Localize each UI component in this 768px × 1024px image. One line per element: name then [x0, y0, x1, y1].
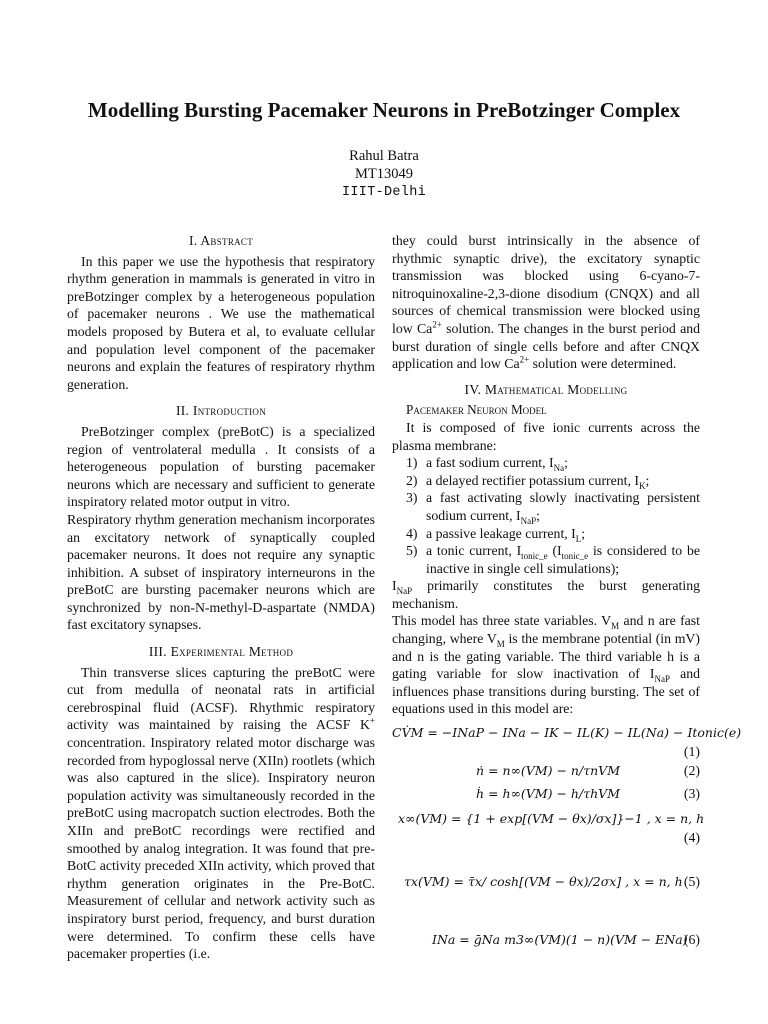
equation-1: CV̇M = −INaP − INa − IK − IL(K) − IL(Na) − Itonic(e) — [392, 725, 742, 741]
equation-2: ṅ = n∞(VM) − n/τnVM (2) — [476, 763, 700, 779]
equation-4-number: (4) — [683, 830, 700, 846]
state-variables-paragraph: This model has three state variables. $V_M$ and n are fast changing, where $V_M$ is the membrane potential (in mV) and n is the gating variable. The third variable h is a gating variable for slow inactivation of $I_{NaP}$ and influences phase transitions during bursting. The set of equations used in this model are: — [392, 613, 700, 717]
equation-3-number: (3) — [683, 786, 700, 802]
list-item: 4) a passive leakage current, $I_L$; — [406, 525, 586, 544]
equation-4-label-row — [392, 829, 700, 848]
equation-5-number: (5) — [683, 874, 700, 890]
nap-paragraph: $I_{NaP}$ primarily constitutes the burst generating mechanism. — [392, 578, 700, 611]
abstract-text: In this paper we use the hypothesis that respiratory rhythm generation in mammals is generated in vitro in preBotzinger complex by a heterogeneous population of pacemaker neurons . We use the mathematical models proposed by Butera et al, to evaluate cellular and population level component of the pacemaker neurons and explain the features of respiratory rhythm generation. — [67, 253, 375, 392]
introduction-heading: II. Introduction — [175, 403, 267, 419]
author-id: MT13049 — [355, 166, 413, 182]
equation-6-number: (6) — [683, 932, 700, 948]
method-heading: III. Experimental Method — [148, 644, 294, 660]
equation-5: τx(VM) = τ̄x/ cosh[(VM − θx)/2σx] , x = n, h (5) — [404, 874, 700, 890]
method-paragraph: Thin transverse slices capturing the preBotC were cut from medulla of neonatal rats in artificial cerebrospinal fluid (ACSF). Rhythmic respiratory activity was maintained by raising the ACSF K+ concentration. Inspiratory related motor discharge was recorded from hypoglossal nerve (XIIn) rootlets (which was also captured in the slice). Inspiratory neuron population activity was simultaneously recorded in the preBotC using macropatch suction electrodes. Both the XIIn and preBotC recordings were rectified and smoothed by analog integration. It was found that pre-BotC activity preceded XIIn activity, which proved that rhythm generation originates in the Pre-BotC. Measurement of cellular and network activity such as inspiratory burst period, frequency, and burst duration were determined. To confirm these cells have pacemaker properties (i.e. — [67, 664, 375, 962]
author-affiliation: IIIT-Delhi — [341, 185, 426, 200]
equation-1-number: (1) — [683, 744, 700, 760]
author-name: Rahul Batra — [349, 148, 419, 164]
modelling-heading: IV. Mathematical Modelling — [464, 381, 628, 397]
equation-6: INa = ḡNa m3∞(VM)(1 − n)(VM − ENa) (6) — [432, 932, 700, 948]
introduction-paragraph-1: PreBotzinger complex (preBotC) is a specialized region of ventrolateral medulla . It consists of a heterogeneous population of bursting pacemaker neurons which are necessary and sufficient to generate inspiratory related motor output in vitro. — [67, 423, 375, 510]
model-subheading: Pacemaker Neuron Model — [406, 402, 547, 418]
list-item: 5) a tonic current, $I_{tonic\_e}$ ($I_{tonic\_e}$ is considered to be inactive in single cell simulations); — [406, 543, 701, 576]
introduction-paragraph-2: Respiratory rhythm generation mechanism incorporates an excitatory network of synaptically coupled pacemaker neurons. It does not require any synaptic inhibition. A subset of inspiratory interneurons in the preBotC are bursting pacemaker neurons which are synchronized by non-N-methyl-D-aspartate (NMDA) fast excitatory synapses. — [67, 511, 375, 633]
list-item: 3) a fast activating slowly inactivating persistent sodium current, $I_{NaP}$; — [406, 490, 700, 526]
list-item: 1) a fast sodium current, $I_{Na}$; — [406, 455, 568, 473]
abstract-heading: I. Abstract — [188, 233, 254, 248]
right-column — [392, 232, 742, 950]
method-continuation: they could burst intrinsically in the absence of rhythmic synaptic drive), the excitatory synaptic transmission was blocked using 6-cyano-7-nitroquinoxaline-2,3-dione disodium (CNQX) and all sources of chemical transmission were blocked using low $Ca^{2+}$ solution. The changes in the burst period and burst duration of single cells before and after CNQX application and low $Ca^{2+}$ solution were determined. — [392, 233, 700, 372]
model-intro: It is composed of five ionic currents across the plasma membrane: — [392, 419, 700, 453]
equation-3: ḣ = h∞(VM) − h/τhVM (3) — [476, 786, 700, 802]
equation-1-label-row — [392, 743, 700, 762]
list-item: 2) a delayed rectifier potassium current, $I_K$; — [406, 472, 650, 491]
left-column — [67, 232, 375, 963]
paper-title: Modelling Bursting Pacemaker Neurons in PreBotzinger Complex — [87, 98, 681, 122]
equation-4: x∞(VM) = {1 + exp[(VM − θx)/σx]}−1 , x = n, h — [398, 811, 705, 827]
equation-2-number: (2) — [683, 763, 700, 779]
ionic-current-list — [392, 454, 700, 577]
